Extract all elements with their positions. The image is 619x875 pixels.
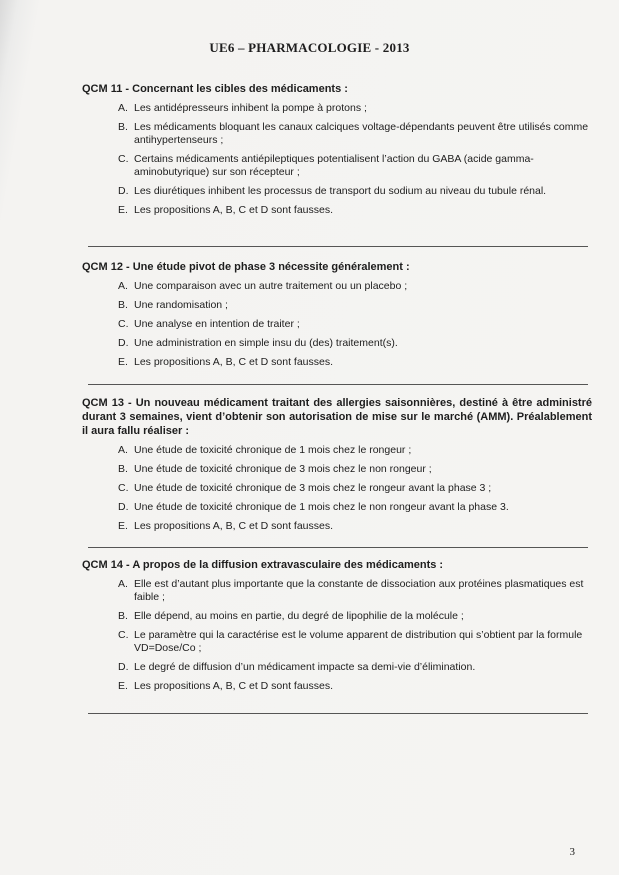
divider <box>88 246 588 247</box>
answer-item-c: C. Le paramètre qui la caractérise est le volume apparent de distribution qui s’obtient par la formule VD=Dose/Co ; <box>118 629 583 654</box>
answer-item-a: A. Elle est d’autant plus importante que la constante de dissociation aux protéines plasmatiques est faible ; <box>118 578 584 603</box>
answer-list <box>82 578 592 693</box>
answer-item-d: D. Les diurétiques inhibent les processus de transport du sodium au niveau du tubule rénal. <box>118 185 547 197</box>
answer-list <box>82 444 592 533</box>
answer-item-b: B. Une randomisation ; <box>118 299 228 311</box>
answer-item-c: C. Certains médicaments antiépileptiques potentialisent l’action du GABA (acide gamma-aminobutyrique) sur son récepteur ; <box>118 153 534 178</box>
answer-item-b: B. Les médicaments bloquant les canaux calciques voltage-dépendants peuvent être utilisés comme antihypertenseurs ; <box>118 121 589 146</box>
answer-item-e: E. Les propositions A, B, C et D sont fausses. <box>118 204 334 216</box>
answer-item-e: E. Les propositions A, B, C et D sont fausses. <box>118 680 334 692</box>
question-qcm-11 <box>82 82 592 223</box>
question-qcm-13 <box>82 396 592 539</box>
page-number: 3 <box>569 846 575 858</box>
question-qcm-12 <box>82 260 592 375</box>
answer-item-d: D. Le degré de diffusion d’un médicament impacte sa demi-vie d’élimination. <box>118 661 476 673</box>
answer-item-a: A. Une comparaison avec un autre traitement ou un placebo ; <box>118 280 408 292</box>
question-title: QCM 11 - Concernant les cibles des médicaments : <box>82 83 348 95</box>
question-title: QCM 14 - A propos de la diffusion extravasculaire des médicaments : <box>82 559 444 571</box>
question-title: QCM 13 - Un nouveau médicament traitant des allergies saisonnières, destiné à être administré durant 3 semaines, vient d’obtenir son autorisation de mise sur le marché (AMM). Préalablement il aura fallu réaliser : <box>82 397 592 437</box>
answer-item-e: E. Les propositions A, B, C et D sont fausses. <box>118 520 334 532</box>
answer-item-b: B. Elle dépend, au moins en partie, du degré de lipophilie de la molécule ; <box>118 610 464 622</box>
answer-item-d: D. Une étude de toxicité chronique de 1 mois chez le non rongeur avant la phase 3. <box>118 501 509 513</box>
divider <box>88 384 588 385</box>
answer-item-c: C. Une étude de toxicité chronique de 3 mois chez le rongeur avant la phase 3 ; <box>118 482 492 494</box>
page-title: UE6 – PHARMACOLOGIE - 2013 <box>209 40 410 55</box>
answer-item-d: D. Une administration en simple insu du (des) traitement(s). <box>118 337 398 349</box>
answer-item-c: C. Une analyse en intention de traiter ; <box>118 318 300 330</box>
divider <box>88 713 588 714</box>
divider <box>88 547 588 548</box>
answer-item-a: A. Les antidépresseurs inhibent la pompe à protons ; <box>118 102 367 114</box>
answer-list <box>82 102 592 217</box>
question-title: QCM 12 - Une étude pivot de phase 3 nécessite généralement : <box>82 261 410 273</box>
answer-list <box>82 280 592 369</box>
question-qcm-14 <box>82 558 592 699</box>
answer-item-a: A. Une étude de toxicité chronique de 1 mois chez le rongeur ; <box>118 444 412 456</box>
answer-item-e: E. Les propositions A, B, C et D sont fausses. <box>118 356 334 368</box>
answer-item-b: B. Une étude de toxicité chronique de 3 mois chez le non rongeur ; <box>118 463 432 475</box>
